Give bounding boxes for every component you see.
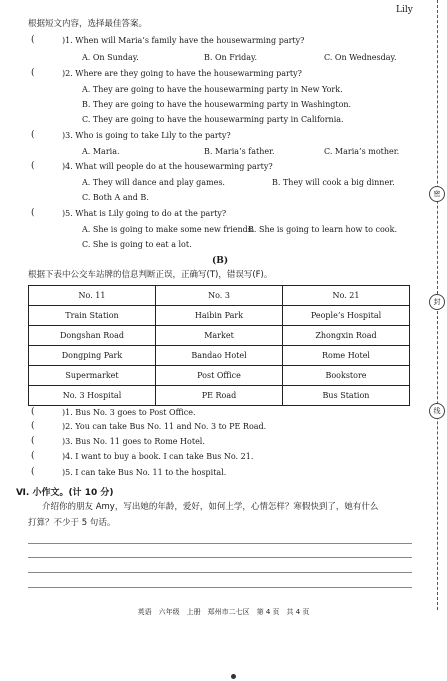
table-row [29, 346, 410, 366]
table-cell: Supermarket [29, 366, 156, 386]
section-a-instruction: 根据短文内容，选择最佳答案。 [28, 19, 148, 29]
table-cell: PE Road [156, 386, 283, 406]
table-cell: Train Station [29, 306, 156, 326]
composition-title: Ⅵ. 小作文。(计 10 分) [16, 488, 114, 498]
composition-prompt-1: 介绍你的朋友 Amy，写出她的年龄，爱好，如何上学，心情怎样？寒假快到了，她有什么 [42, 502, 379, 512]
option: B. Maria’s father. [204, 147, 275, 156]
tf-statement: )2. You can take Bus No. 11 and No. 3 to PE Road. [62, 422, 267, 431]
table-cell: No. 3 Hospital [29, 386, 156, 406]
option: B. She is going to learn how to cook. [248, 225, 397, 234]
answer-paren[interactable]: ( [31, 451, 35, 461]
writing-line[interactable] [28, 543, 412, 544]
answer-paren[interactable]: ( [31, 407, 35, 417]
question-stem: )5. What is Lily going to do at the party? [62, 209, 227, 218]
option: C. Both A and B. [82, 193, 149, 202]
bus-stop-table [28, 285, 410, 406]
table-cell: Dongshan Road [29, 326, 156, 346]
answer-paren[interactable]: ( [31, 208, 35, 218]
question-stem: )3. Who is going to take Lily to the party? [62, 131, 231, 140]
header-name: Lily [396, 5, 413, 15]
table-cell: Bookstore [283, 366, 410, 386]
question-stem: )4. What will people do at the housewarming party? [62, 162, 273, 171]
composition-prompt-2: 打算？不少于 5 句话。 [28, 518, 116, 528]
writing-line[interactable] [28, 587, 412, 588]
table-cell: No. 3 [156, 286, 283, 306]
table-row [29, 306, 410, 326]
option: B. On Friday. [204, 53, 258, 62]
table-row [29, 326, 410, 346]
answer-paren[interactable]: ( [31, 35, 35, 45]
table-cell: Zhongxin Road [283, 326, 410, 346]
table-cell: People’s Hospital [283, 306, 410, 326]
question-stem: )2. Where are they going to have the housewarming party? [62, 69, 302, 78]
section-b-label: (B) [212, 256, 229, 266]
table-cell: Dongping Park [29, 346, 156, 366]
section-b-instruction: 根据下表中公交车站牌的信息判断正误，正确写(T)，错误写(F)。 [28, 270, 273, 280]
answer-paren[interactable]: ( [31, 436, 35, 446]
option: C. They are going to have the housewarming party in California. [82, 115, 344, 124]
table-cell: Post Office [156, 366, 283, 386]
option: A. She is going to make some new friends. [82, 225, 255, 234]
writing-line[interactable] [28, 572, 412, 573]
binding-mark: 封 [429, 294, 445, 310]
option: A. They are going to have the housewarming party in New York. [82, 85, 343, 94]
option: A. On Sunday. [82, 53, 139, 62]
option: C. On Wednesday. [324, 53, 397, 62]
table-cell: Haibin Park [156, 306, 283, 326]
option: C. She is going to eat a lot. [82, 240, 192, 249]
table-cell: Bus Station [283, 386, 410, 406]
option: A. They will dance and play games. [82, 178, 225, 187]
question-stem: )1. When will Maria’s family have the housewarming party? [62, 36, 305, 45]
option: B. They are going to have the housewarming party in Washington. [82, 100, 352, 109]
answer-paren[interactable]: ( [31, 161, 35, 171]
binding-mark: 密 [429, 186, 445, 202]
tf-statement: )4. I want to buy a book. I can take Bus No. 21. [62, 452, 254, 461]
option: A. Maria. [82, 147, 120, 156]
page-footer: 英语 六年级 上册 郑州市二七区 第 4 页 共 4 页 [137, 608, 310, 616]
table-cell: No. 21 [283, 286, 410, 306]
table-cell: Rome Hotel [283, 346, 410, 366]
tf-statement: )3. Bus No. 11 goes to Rome Hotel. [62, 437, 205, 446]
answer-paren[interactable]: ( [31, 130, 35, 140]
table-cell: Bandao Hotel [156, 346, 283, 366]
table-cell: No. 11 [29, 286, 156, 306]
table-row [29, 386, 410, 406]
option: C. Maria’s mother. [324, 147, 400, 156]
tf-statement: )5. I can take Bus No. 11 to the hospital. [62, 468, 227, 477]
answer-paren[interactable]: ( [31, 421, 35, 431]
answer-paren[interactable]: ( [31, 68, 35, 78]
table-row [29, 366, 410, 386]
answer-paren[interactable]: ( [31, 467, 35, 477]
tf-statement: )1. Bus No. 3 goes to Post Office. [62, 408, 196, 417]
writing-line[interactable] [28, 557, 412, 558]
table-header-row [29, 286, 410, 306]
page-dot [231, 674, 236, 679]
option: B. They will cook a big dinner. [272, 178, 395, 187]
table-cell: Market [156, 326, 283, 346]
binding-mark: 线 [429, 403, 445, 419]
